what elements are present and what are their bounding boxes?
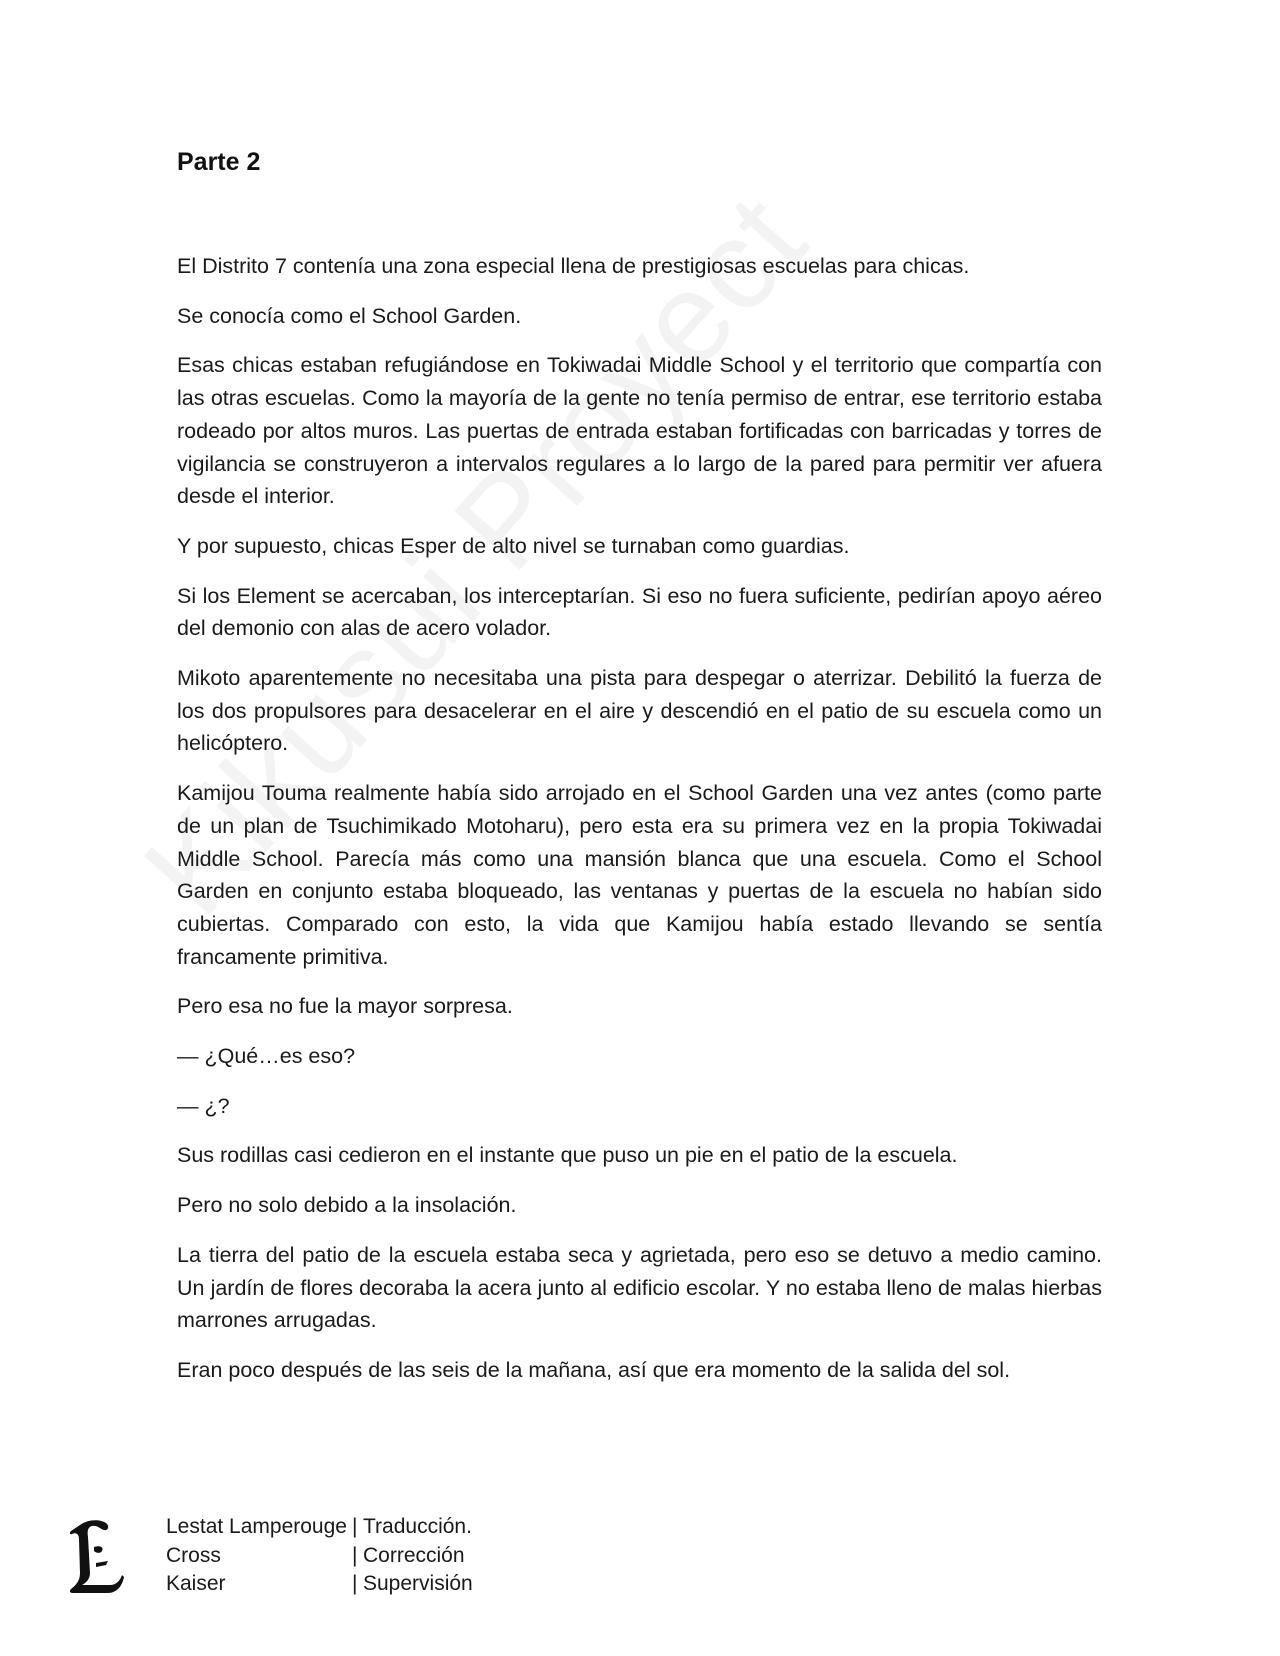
dialogue-line: — ¿? bbox=[177, 1093, 230, 1118]
paragraph: Y por supuesto, chicas Esper de alto nivel se turnaban como guardias. bbox=[177, 533, 850, 558]
page-heading: Parte 2 bbox=[177, 148, 261, 176]
gothic-letter-l-logo-icon bbox=[66, 1517, 126, 1597]
paragraph: Se conocía como el School Garden. bbox=[177, 303, 522, 328]
credit-row bbox=[166, 1570, 473, 1599]
paragraph: Pero no solo debido a la insolación. bbox=[177, 1193, 517, 1218]
credit-role: Corrección bbox=[363, 1543, 465, 1567]
dialogue-line: — ¿Qué…es eso? bbox=[177, 1044, 356, 1069]
paragraph: Mikoto aparentemente no necesitaba una pista para despegar o aterrizar. Debilitó la fuerza de los dos propulsores para desacelerar en el aire y descendió en el patio de su escuela como un helicóptero. bbox=[177, 666, 1102, 756]
body-text bbox=[177, 250, 1102, 1404]
credit-name: Lestat Lamperouge bbox=[166, 1515, 347, 1538]
credit-separator: | bbox=[352, 1515, 358, 1538]
credit-row bbox=[166, 1513, 473, 1542]
paragraph: Esas chicas estaban refugiándose en Tokiwadai Middle School y el territorio que compartía con las otras escuelas. Como la mayoría de la gente no tenía permiso de entrar, ese territorio estaba rodeado por altos muros. Las puertas de entrada estaban fortificadas con barricadas y torres de vigilancia se construyeron a intervalos regulares a lo largo de la pared para permitir ver afuera desde el interior. bbox=[177, 353, 1102, 509]
paragraph: Sus rodillas casi cedieron en el instante que puso un pie en el patio de la escuela. bbox=[177, 1143, 958, 1168]
credit-row bbox=[166, 1542, 473, 1571]
paragraph: Si los Element se acercaban, los interceptarían. Si eso no fuera suficiente, pedirían apoyo aéreo del demonio con alas de acero volador. bbox=[177, 583, 1102, 641]
paragraph: La tierra del patio de la escuela estaba seca y agrietada, pero eso se detuvo a medio camino. Un jardín de flores decoraba la acera junto al edificio escolar. Y no estaba lleno de malas hierbas marrones arrugadas. bbox=[177, 1242, 1102, 1333]
credits-list bbox=[166, 1513, 473, 1599]
paragraph: Kamijou Touma realmente había sido arrojado en el School Garden una vez antes (como parte de un plan de Tsuchimikado Motoharu), pero esta era su primera vez en la propia Tokiwadai Middle School. Parecía más como una mansión blanca que una escuela. Como el School Garden en conjunto estaba bloqueado, las ventanas y puertas de la escuela no habían sido cubiertas. Comparado con esto, la vida que Kamijou había estado llevando se sentía francamente primitiva. bbox=[177, 781, 1102, 969]
credits-footer bbox=[66, 1513, 546, 1613]
paragraph: Pero esa no fue la mayor sorpresa. bbox=[177, 994, 513, 1019]
credit-name: Cross bbox=[166, 1543, 221, 1567]
credit-name: Kaiser bbox=[166, 1572, 226, 1595]
credit-role: Supervisión bbox=[363, 1572, 473, 1595]
credit-separator: | bbox=[352, 1543, 358, 1567]
paragraph: El Distrito 7 contenía una zona especial llena de prestigiosas escuelas para chicas. bbox=[177, 254, 970, 278]
paragraph: Eran poco después de las seis de la mañana, así que era momento de la salida del sol. bbox=[177, 1357, 1011, 1382]
credit-separator: | bbox=[352, 1572, 358, 1595]
credit-role: Traducción. bbox=[363, 1515, 472, 1538]
